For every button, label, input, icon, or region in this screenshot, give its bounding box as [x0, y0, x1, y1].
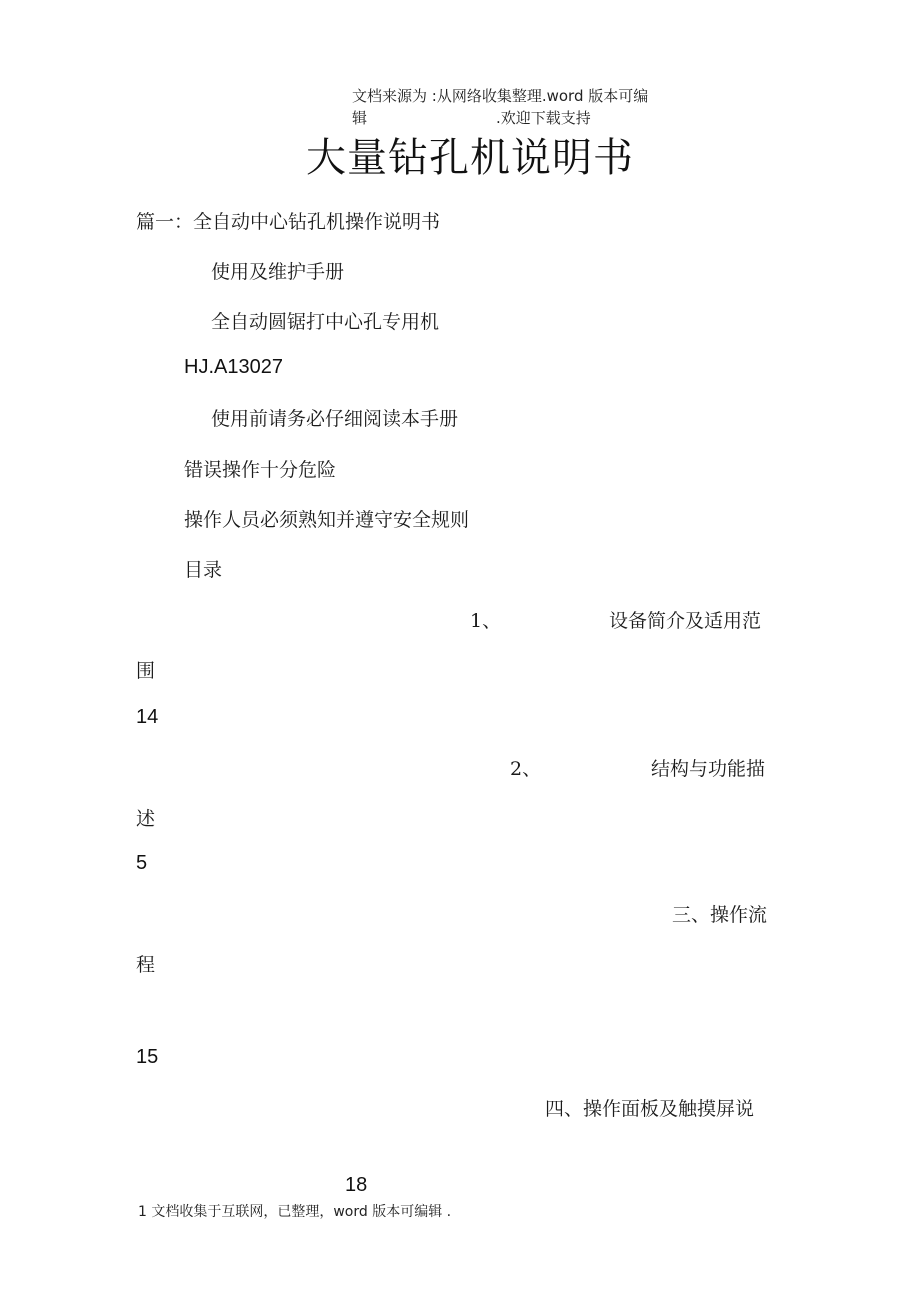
toc-item-4-page: 18 — [345, 1174, 368, 1196]
source-note-line2-right: .欢迎下载支持 — [496, 109, 591, 127]
toc-item-3-title-cont: 程 — [136, 954, 156, 976]
document-title: 大量钻孔机说明书 — [306, 135, 634, 181]
toc-item-2-number: 2、 — [510, 758, 542, 780]
toc-item-3-page: 15 — [136, 1046, 159, 1068]
footer-note: 1 文档收集于互联网，已整理，word 版本可编辑 . — [138, 1204, 452, 1220]
subtitle-machine: 全自动圆锯打中心孔专用机 — [211, 311, 440, 333]
warning-danger: 错误操作十分危险 — [184, 459, 337, 481]
source-note-line1: 文档来源为 :从网络收集整理.word 版本可编 — [352, 87, 649, 105]
notice-read-manual: 使用前请务必仔细阅读本手册 — [211, 408, 459, 430]
subtitle-manual: 使用及维护手册 — [211, 261, 345, 283]
toc-item-1-title-cont: 围 — [136, 660, 156, 682]
toc-item-3-title: 三、操作流 — [672, 904, 768, 926]
toc-item-4-title: 四、操作面板及触摸屏说 — [545, 1098, 755, 1120]
toc-item-2-title: 结构与功能描 — [651, 758, 766, 780]
toc-item-1-title: 设备简介及适用范 — [609, 610, 762, 632]
warning-safety-rules: 操作人员必须熟知并遵守安全规则 — [184, 509, 470, 531]
model-number: HJ.A13027 — [184, 356, 283, 378]
toc-item-1-number: 1、 — [470, 610, 502, 632]
toc-item-1-page: 14 — [136, 706, 159, 728]
toc-item-2-title-cont: 述 — [136, 808, 156, 830]
part-heading: 篇一：全自动中心钻孔机操作说明书 — [136, 211, 441, 233]
toc-heading: 目录 — [184, 559, 223, 581]
source-note-line2-left: 辑 — [352, 109, 368, 127]
toc-item-2-page: 5 — [136, 852, 148, 874]
